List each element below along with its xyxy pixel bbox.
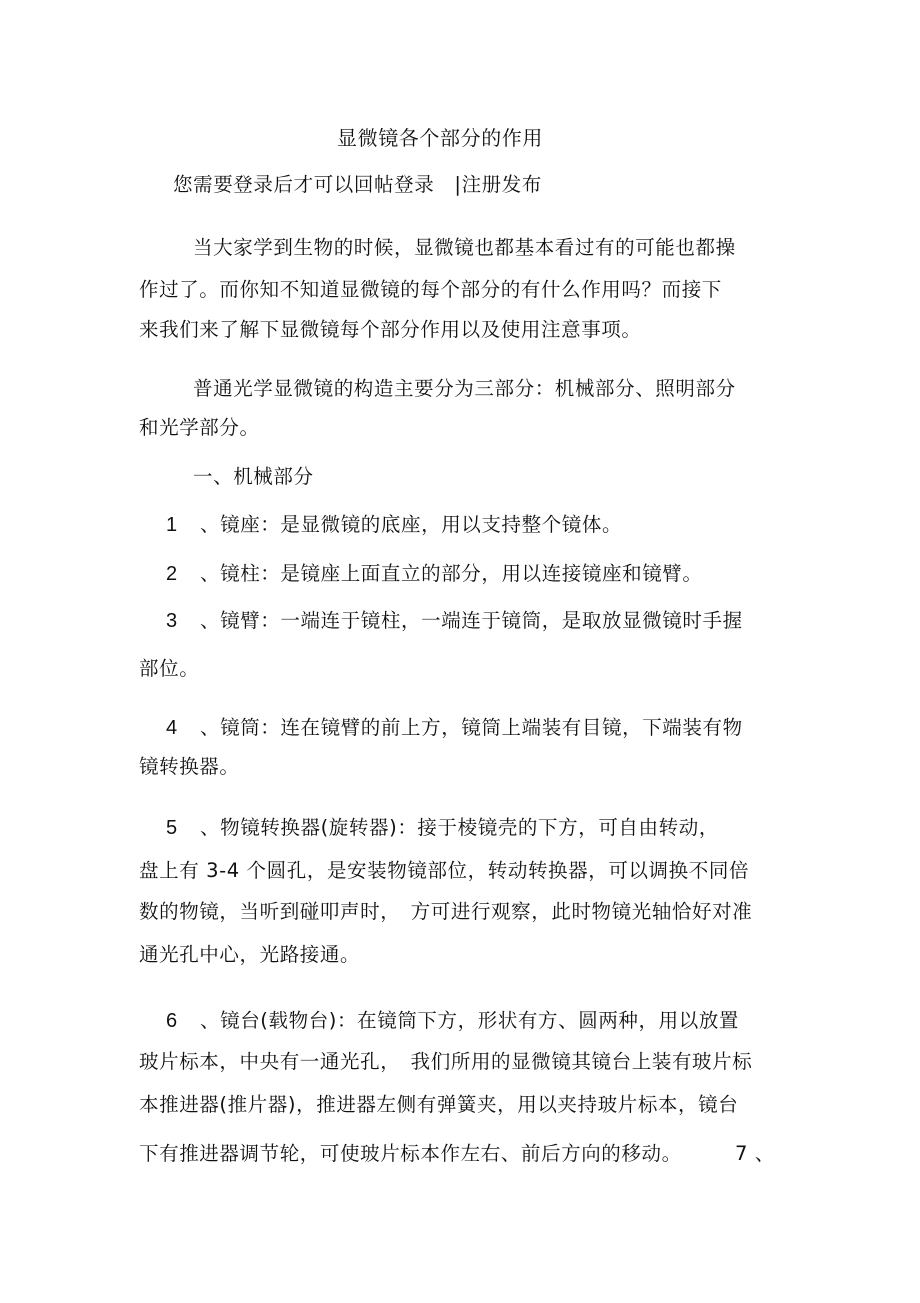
- item-number: 2: [166, 563, 178, 585]
- intro-line: 作过了。而你知不知道显微镜的每个部分的有什么作用吗？而接下: [139, 278, 722, 301]
- login-register-bar[interactable]: 您需要登录后才可以回帖登录 |注册发布: [173, 173, 542, 196]
- item-number: 1: [166, 514, 178, 536]
- document-title: 显微镜各个部分的作用: [337, 126, 543, 150]
- item-line: 、镜座：是显微镜的底座，用以支持整个镜体。: [200, 513, 623, 536]
- item-line: 部位。: [139, 657, 200, 680]
- item-line: 下有推进器调节轮，可使玻片标本作左右、前后方向的移动。: [139, 1142, 682, 1165]
- item-line: 镜转换器。: [139, 755, 240, 778]
- item-number: 3: [166, 610, 178, 632]
- next-item-number: 7 、: [735, 1142, 775, 1165]
- item-line: 、镜筒：连在镜臂的前上方，镜筒上端装有目镜，下端装有物: [200, 716, 743, 739]
- item-line: 、镜台(载物台)：在镜筒下方，形状有方、圆两种，用以放置: [200, 1009, 740, 1032]
- item-line: 通光孔中心，光路接通。: [139, 943, 361, 966]
- overview-line: 和光学部分。: [139, 416, 260, 439]
- item-line: 、镜臂：一端连于镜柱，一端连于镜筒，是取放显微镜时手握: [200, 609, 743, 632]
- section-heading: 一、机械部分: [193, 465, 314, 488]
- item-line: 、镜柱：是镜座上面直立的部分，用以连接镜座和镜臂。: [200, 562, 703, 585]
- intro-line: 来我们来了解下显微镜每个部分作用以及使用注意事项。: [139, 318, 642, 341]
- overview-line: 普通光学显微镜的构造主要分为三部分：机械部分、照明部分: [193, 377, 736, 400]
- item-line: 数的物镜，当听到碰叩声时， 方可进行观察，此时物镜光轴恰好对准: [139, 900, 753, 923]
- item-number: 5: [166, 817, 178, 839]
- item-line: 盘上有 3-4 个圆孔，是安装物镜部位，转动转换器，可以调换不同倍: [139, 859, 750, 882]
- item-number: 6: [166, 1010, 178, 1032]
- intro-line: 当大家学到生物的时候，显微镜也都基本看过有的可能也都操: [193, 236, 736, 259]
- item-line: 玻片标本，中央有一通光孔， 我们所用的显微镜其镜台上装有玻片标: [139, 1050, 753, 1073]
- item-line: 、物镜转换器(旋转器)：接于棱镜壳的下方，可自由转动，: [200, 816, 719, 839]
- item-line: 本推进器(推片器)，推进器左侧有弹簧夹，用以夹持玻片标本，镜台: [139, 1093, 739, 1116]
- item-number: 4: [166, 717, 178, 739]
